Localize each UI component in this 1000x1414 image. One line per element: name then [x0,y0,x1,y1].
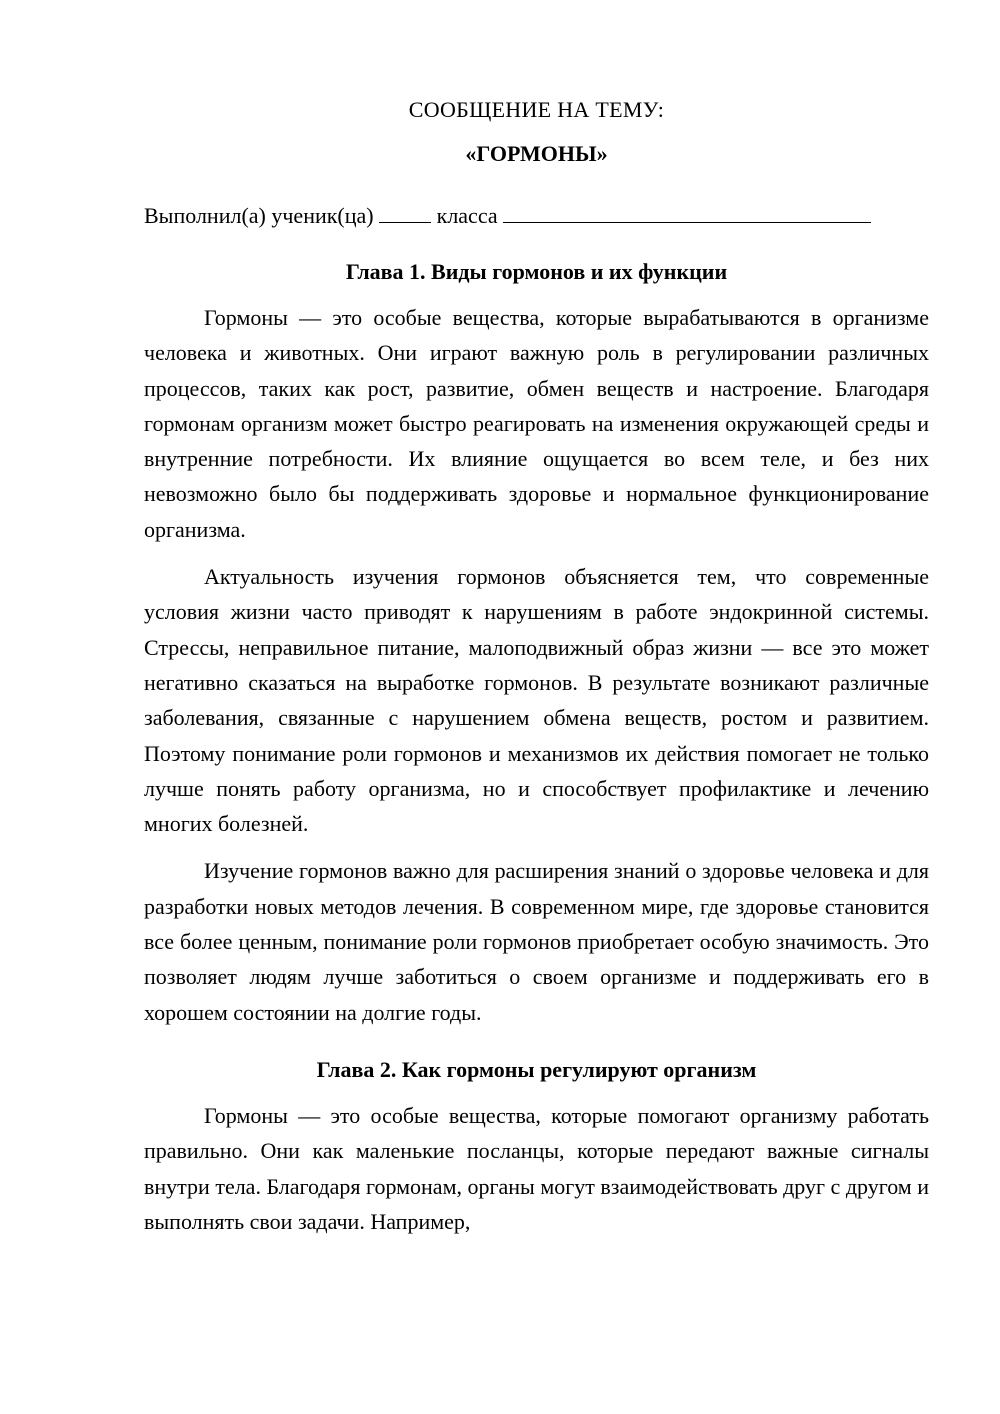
chapter-2-paragraph-1: Гормоны — это особые вещества, которые помогают организму работать правильно. Они как маленькие посланцы, которые передают важные сигналы внутри тела. Благодаря гормонам, органы могут взаимодействовать друг с другом и выполнять свои задачи. Например, [144,1102,929,1234]
chapter-1-paragraph-3: Изучение гормонов важно для расширения знаний о здоровье человека и для разработки новых методов лечения. В современном мире, где здоровье становится все более ценным, понимание роли гормонов приобретает особую значимость. Это позволяет людям лучше заботиться о своем организме и поддерживать его в хорошем состоянии на долгие годы. [144,858,929,1025]
class-label: класса [436,203,498,228]
chapter-1-paragraph-1: Гормоны — это особые вещества, которые вырабатываются в организме человека и животных. Они играют важную роль в регулировании различных процессов, таких как рост, развитие, обмен веществ и настроение. Благодаря гормонам организм может быстро реагировать на изменения окружающей среды и внутренние потребности. Их влияние ощущается во всем теле, и без них невозможно было бы поддерживать здоровье и нормальное функционирование организма. [144,305,929,542]
chapter-2-heading: Глава 2. Как гормоны регулируют организм [316,1056,757,1082]
chapter-1-paragraph-2: Актуальность изучения гормонов объясняется тем, что современные условия жизни часто приводят к нарушениям в работе эндокринной системы. Стрессы, неправильное питание, малоподвижный образ жизни — все это может негативно сказаться на выработке гормонов. В результате возникают различные заболевания, связанные с нарушением обмена веществ, ростом и развитием. Поэтому понимание роли гормонов и механизмов их действия помогает не только лучше понять работу организма, но и способствует профилактике и лечению многих болезней. [144,564,929,837]
name-blank [503,202,871,223]
grade-blank [379,202,431,223]
document-subtitle: «ГОРМОНЫ» [465,141,608,166]
document-title: СООБЩЕНИЕ НА ТЕМУ: [408,97,665,122]
chapter-1-heading: Глава 1. Виды гормонов и их функции [345,259,728,284]
author-line [144,200,929,232]
author-label: Выполнил(а) ученик(ца) [144,203,374,228]
document-page [144,94,929,1239]
